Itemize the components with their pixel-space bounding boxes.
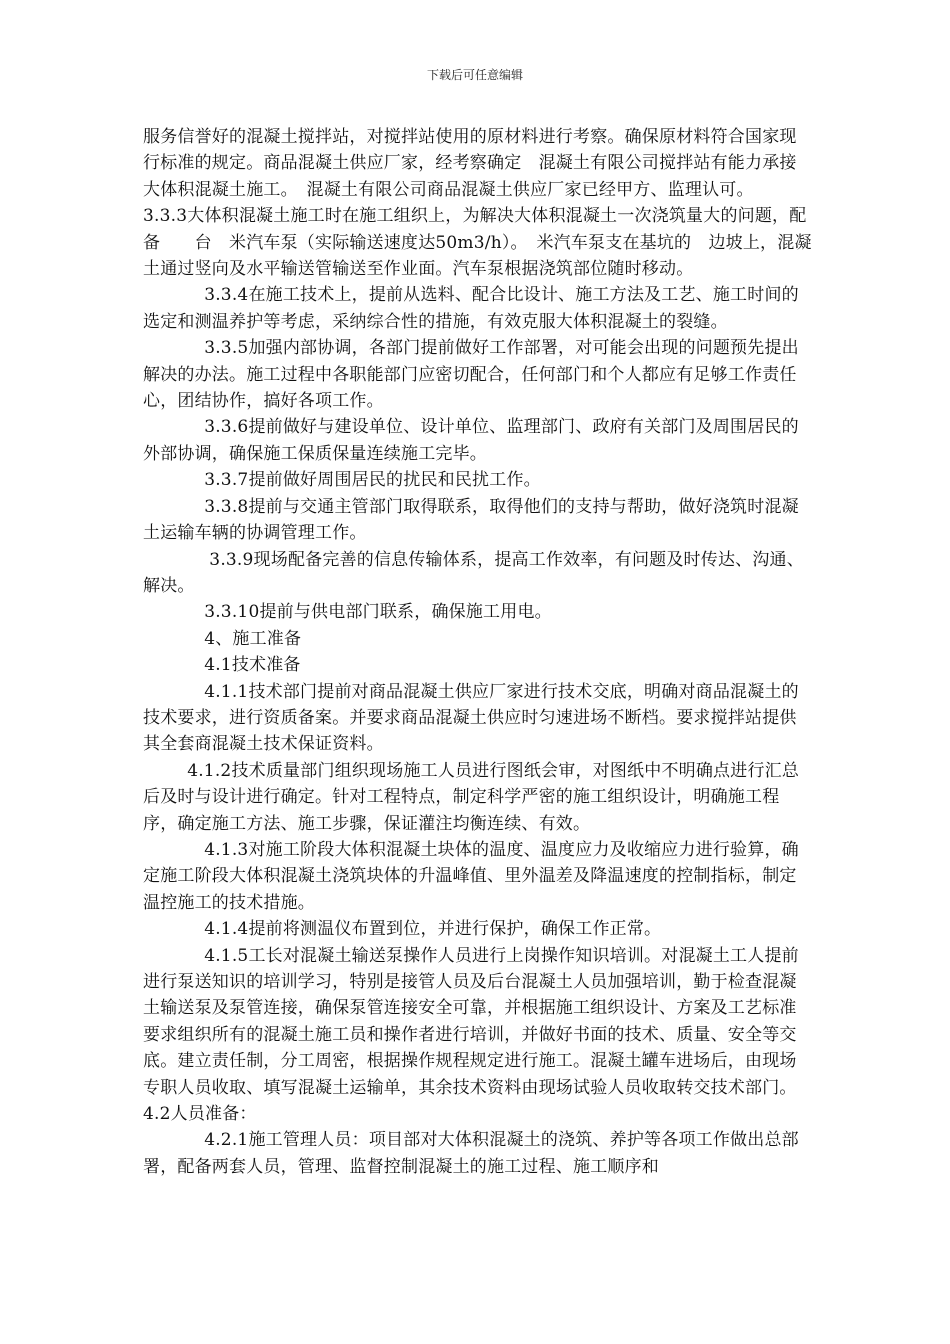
paragraph: 3.3.9现场配备完善的信息传输体系，提高工作效率，有问题及时传达、沟通、解决。 <box>143 549 804 596</box>
paragraph: 3.3.8提前与交通主管部门取得联系，取得他们的支持与帮助，做好浇筑时混凝土运输车辆的协调管理工作。 <box>143 496 799 544</box>
paragraph: 3.3.6提前做好与建设单位、设计单位、监理部门、政府有关部门及周围居民的外部协调，确保施工保质保量连续施工完毕。 <box>143 417 799 464</box>
paragraph: 3.3.10提前与供电部门联系，确保施工用电。 <box>204 602 552 623</box>
section-heading: 4、施工准备 <box>204 628 302 649</box>
paragraph: 4.1.3对施工阶段大体积混凝土块体的温度、温度应力及收缩应力进行验算，确定施工阶段大体积混凝土浇筑块体的升温峰值、里外温差及降温速度的控制指标，制定温控施工的技术措施。 <box>143 839 799 913</box>
paragraph: 3.3.7提前做好周围居民的扰民和民扰工作。 <box>204 470 541 491</box>
paragraph: 3.3.5加强内部协调，各部门提前做好工作部署，对可能会出现的问题预先提出解决的办法。施工过程中各职能部门应密切配合，任何部门和个人都应有足够工作责任心，团结协作，搞好各项工作。 <box>143 338 799 412</box>
paragraph: 4.2.1施工管理人员：项目部对大体积混凝土的浇筑、养护等各项工作做出总部署，配备两套人员，管理、监督控制混凝土的施工过程、施工顺序和 <box>143 1130 799 1177</box>
paragraph: 4.1.1技术部门提前对商品混凝土供应厂家进行技术交底，明确对商品混凝土的技术要求，进行资质备案。并要求商品混凝土供应时匀速进场不断档。要求搅拌站提供其全套商混凝土技术保证资料。 <box>143 681 799 755</box>
paragraph: 4.1.4提前将测温仪布置到位，并进行保护，确保工作正常。 <box>204 919 662 940</box>
paragraph: 服务信誉好的混凝土搅拌站，对搅拌站使用的原材料进行考察。确保原材料符合国家现行标准的规定。商品混凝土供应厂家，经考察确定 混凝土有限公司搅拌站有能力承接大体积混凝土施工。 混凝土有限公司商品混凝土供应厂家已经甲方、监理认可。 <box>143 127 797 200</box>
subsection-heading: 4.2人员准备： <box>143 1104 257 1125</box>
paragraph: 3.3.3大体积混凝土施工时在施工组织上，为解决大体积混凝土一次浇筑量大的问题，配备 台 米汽车泵（实际输送速度达50m3/h）。 米汽车泵支在基坑的 边坡上，混凝土通过竖向及水平输送管输送至作业面。汽车泵根据浇筑部位随时移动。 <box>143 206 812 280</box>
subsection-heading: 4.1技术准备 <box>204 655 301 676</box>
page-header: 下载后可任意编辑 <box>426 68 523 82</box>
paragraph: 4.1.5工长对混凝土输送泵操作人员进行上岗操作知识培训。对混凝土工人提前进行泵送知识的培训学习，特别是接管人员及后台混凝土人员加强培训，勤于检查混凝土输送泵及泵管连接，确保泵管连接安全可靠，并根据施工组织设计、方案及工艺标准要求组织所有的混凝土施工员和操作者进行培训，并做好书面的技术、质量、安全等交底。建立责任制，分工周密，根据操作规程规定进行施工。混凝土罐车进场后，由现场专职人员收取、填写混凝土运输单，其余技术资料由现场试验人员收取转交技术部门。 <box>143 945 799 1098</box>
paragraph: 3.3.4在施工技术上，提前从选料、配合比设计、施工方法及工艺、施工时间的选定和测温养护等考虑，采纳综合性的措施，有效克服大体积混凝土的裂缝。 <box>143 285 799 332</box>
document-body <box>143 124 813 1180</box>
paragraph: 4.1.2技术质量部门组织现场施工人员进行图纸会审，对图纸中不明确点进行汇总后及时与设计进行确定。针对工程特点，制定科学严密的施工组织设计，明确施工程序，确定施工方法、施工步骤，保证灌注均衡连续、有效。 <box>143 760 800 834</box>
